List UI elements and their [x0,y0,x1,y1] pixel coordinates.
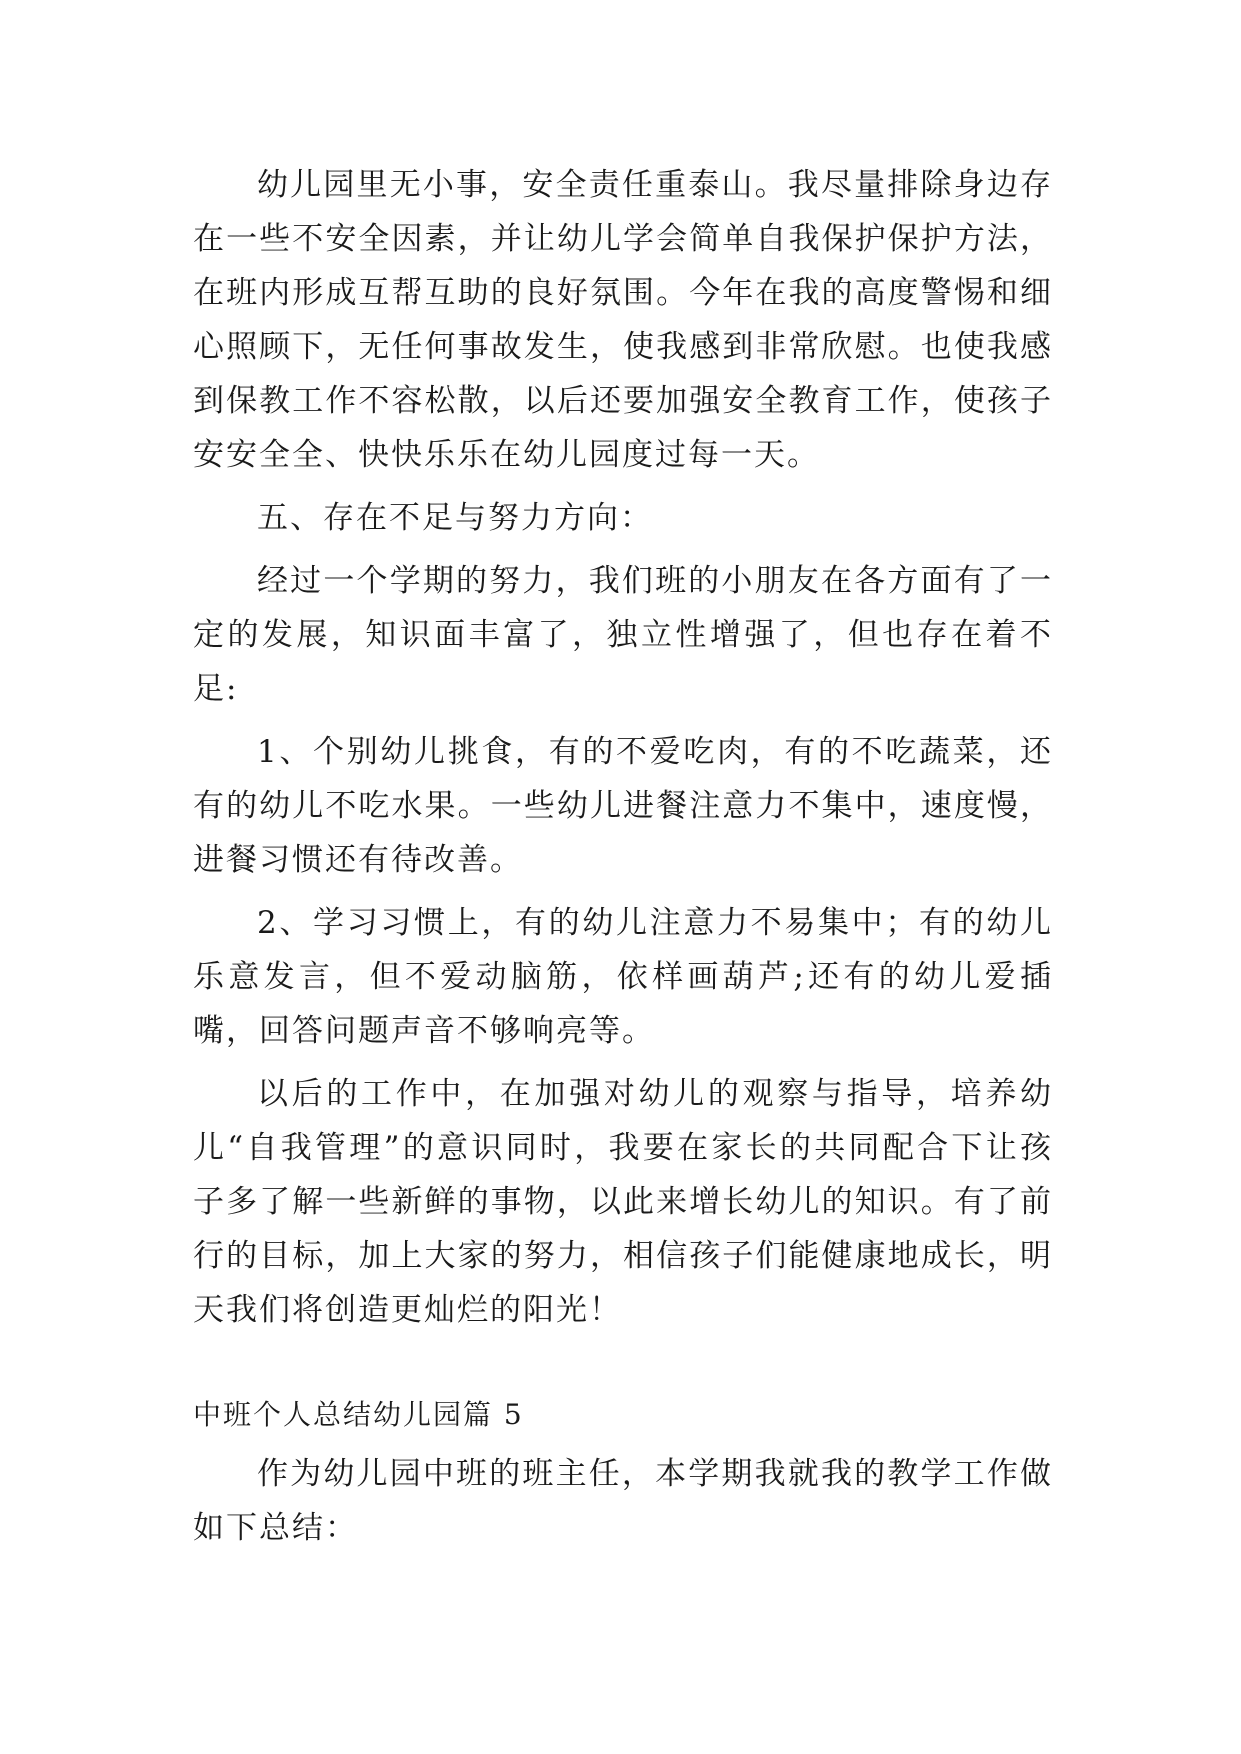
paragraph-new-section-intro: 作为幼儿园中班的班主任，本学期我就我的教学工作做如下总结： [193,1456,1053,1546]
paragraph-item-1: 1、个别幼儿挑食，有的不爱吃肉，有的不吃蔬菜，还有的幼儿不吃水果。一些幼儿进餐注意力不集中，速度慢，进餐习惯还有待改善。 [193,734,1053,878]
section-title: 中班个人总结幼儿园篇 5 [193,1398,524,1431]
paragraph-section-five-heading: 五、存在不足与努力方向： [257,500,653,536]
paragraph-future-work: 以后的工作中，在加强对幼儿的观察与指导，培养幼儿“自我管理”的意识同时，我要在家长的共同配合下让孩子多了解一些新鲜的事物，以此来增长幼儿的知识。有了前行的目标，加上大家的努力，相信孩子们能健康地成长，明天我们将创造更灿烂的阳光！ [193,1076,1053,1328]
document-body [193,158,1053,1564]
paragraph-item-2: 2、学习习惯上，有的幼儿注意力不易集中；有的幼儿乐意发言，但不爱动脑筋，依样画葫芦;还有的幼儿爱插嘴，回答问题声音不够响亮等。 [193,905,1053,1049]
paragraph-shortcomings-intro: 经过一个学期的努力，我们班的小朋友在各方面有了一定的发展，知识面丰富了，独立性增强了，但也存在着不足: [193,563,1053,707]
paragraph-safety: 幼儿园里无小事，安全责任重泰山。我尽量排除身边存在一些不安全因素，并让幼儿学会简单自我保护保护方法，在班内形成互帮互助的良好氛围。今年在我的高度警惕和细心照顾下，无任何事故发生，使我感到非常欣慰。也使我感到保教工作不容松散，以后还要加强安全教育工作，使孩子安安全全、快快乐乐在幼儿园度过每一天。 [193,167,1053,473]
